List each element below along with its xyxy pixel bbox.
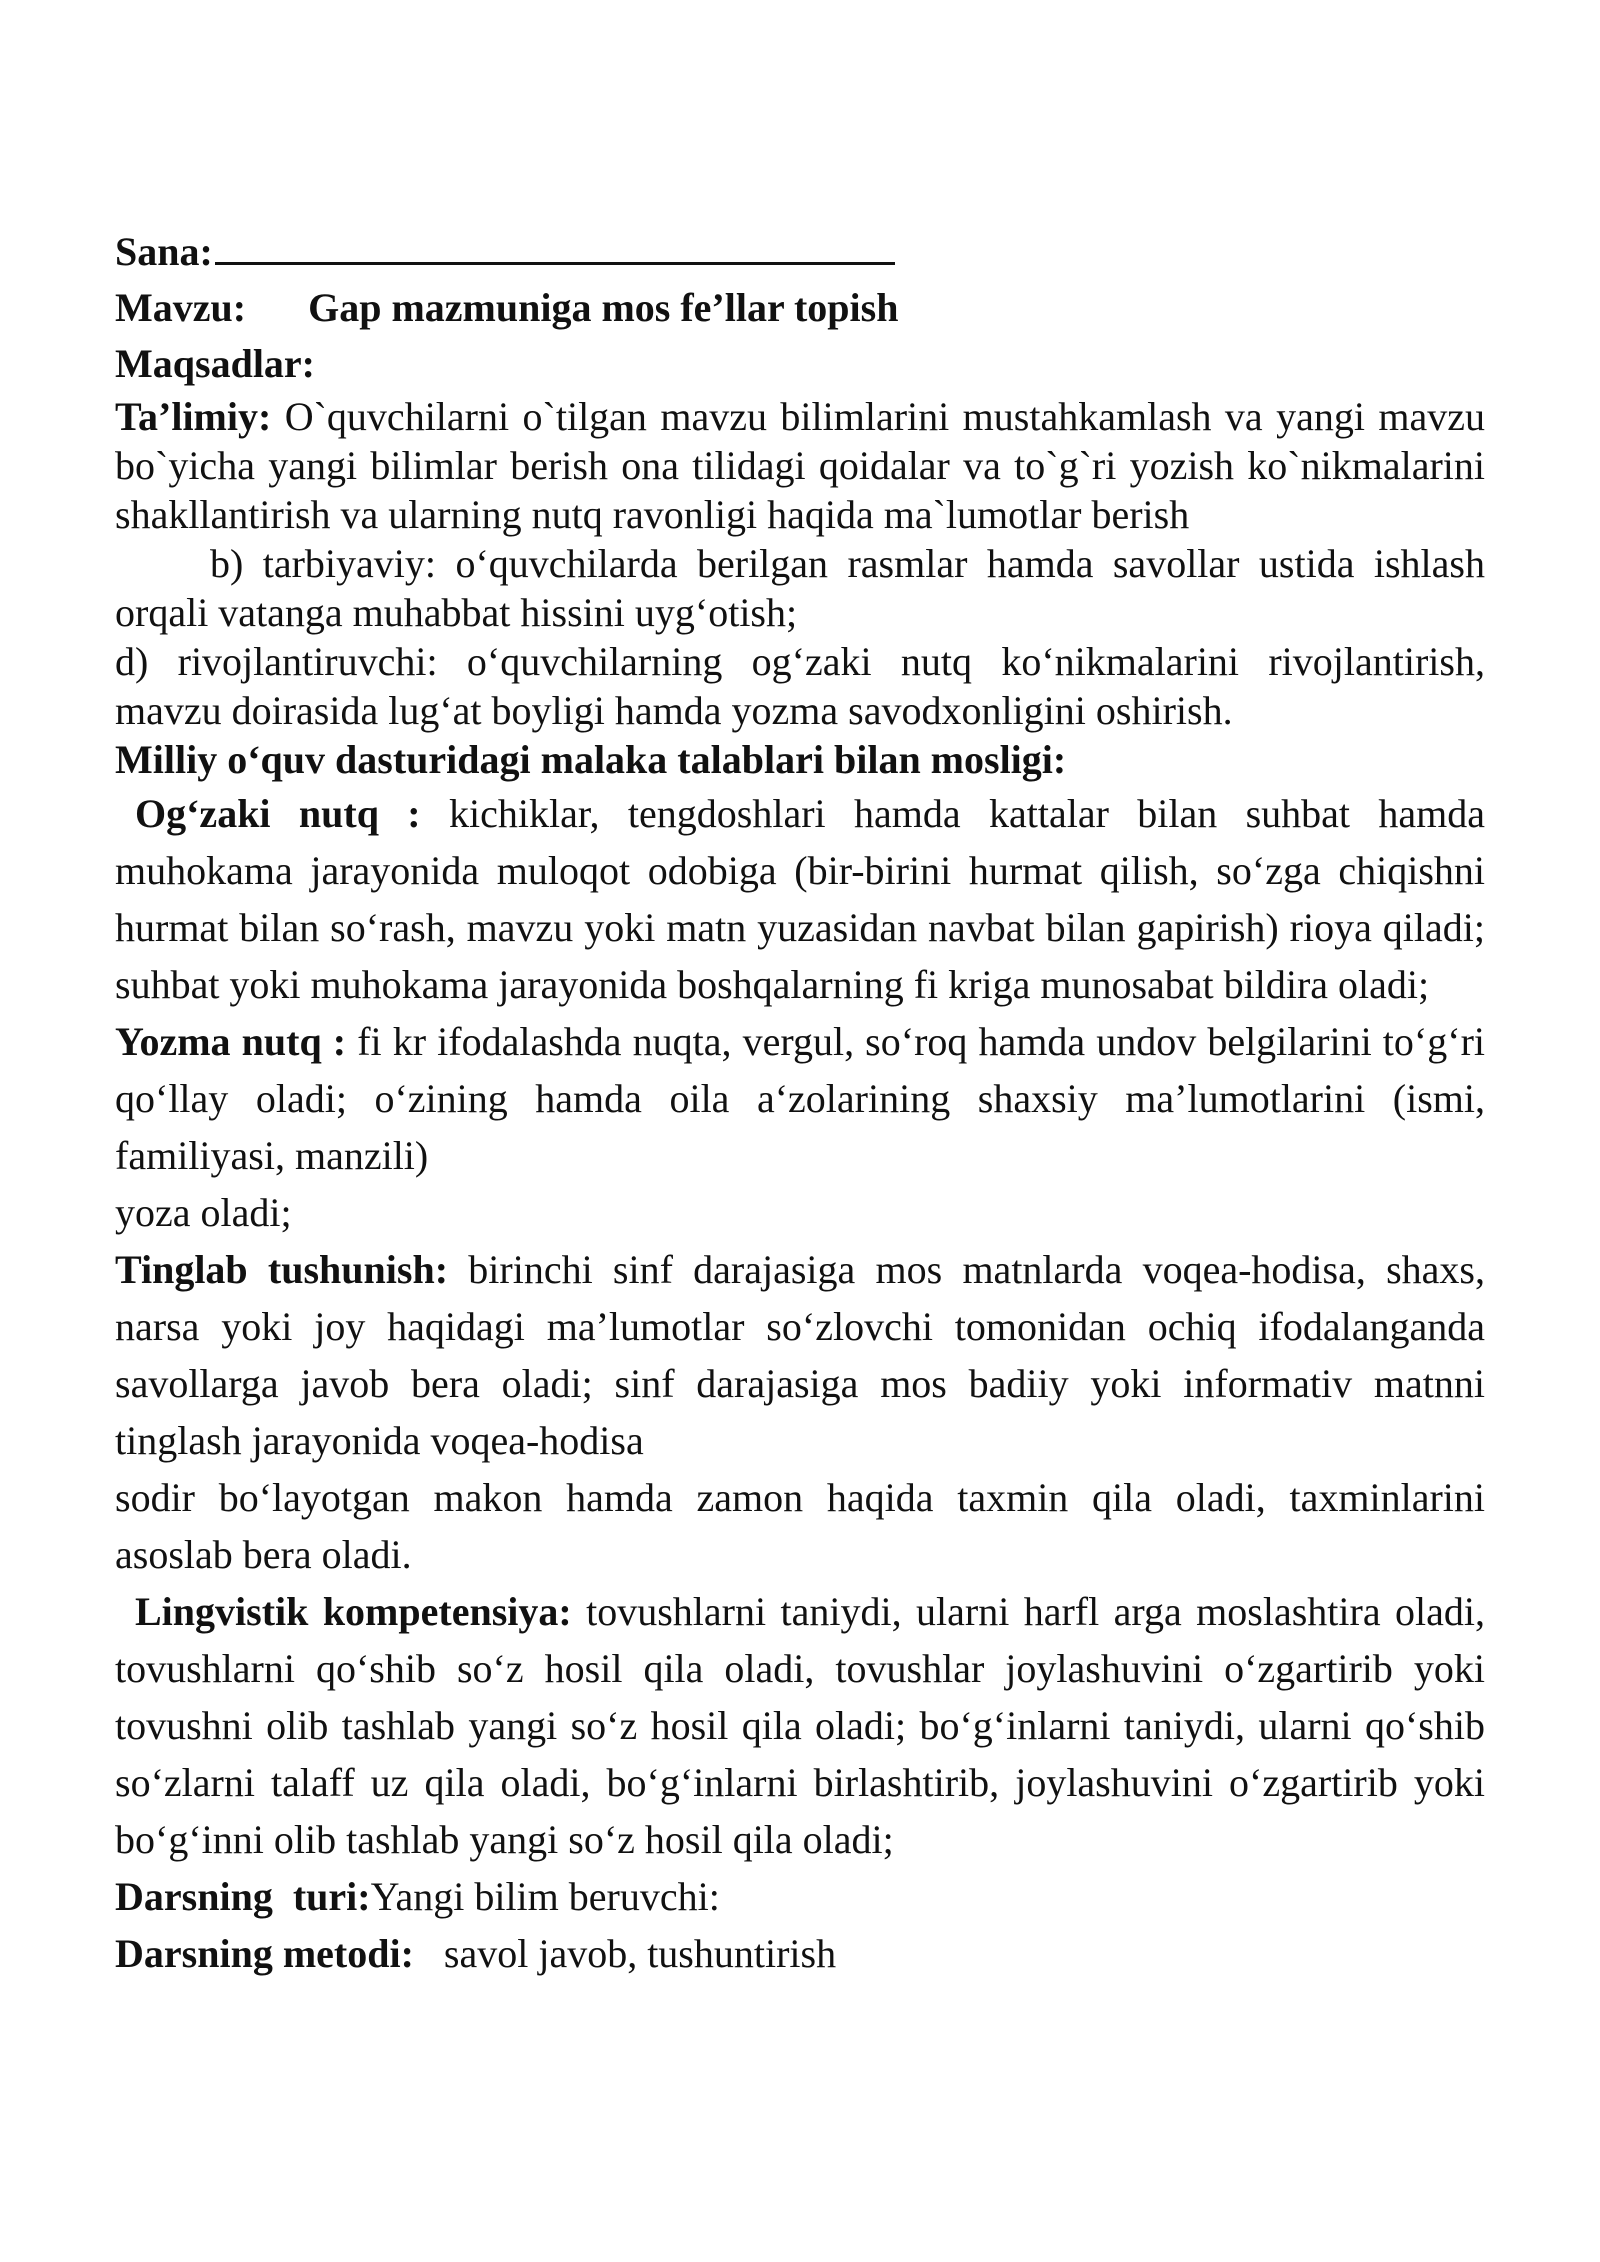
darsning-turi-label: Darsning turi: (115, 1874, 371, 1919)
mavzu-row (115, 280, 1485, 336)
tinglab-paragraph (115, 1241, 1485, 1469)
darsning-metodi-row (115, 1925, 1485, 1982)
ogzaki-text: kichiklar, tengdoshlari hamda kattalar bilan suhbat hamda muhokama jarayonida muloqot odobiga (bir-birini hurmat qilish, so‘zga chiqishni hurmat bilan so‘rash, mavzu yoki matn yuzasidan navbat bilan gapirish) rioya qiladi; suhbat yoki muhokama jarayonida boshqalarning fi kriga munosabat bildira oladi; (115, 791, 1485, 1007)
tinglab-paragraph-2: sodir bo‘layotgan makon hamda zamon haqida taxmin qila oladi, taxminlarini asoslab bera oladi. (115, 1475, 1485, 1577)
tarbiyaviy-paragraph: b) tarbiyaviy: o‘quvchilarda berilgan rasmlar hamda savollar ustida ishlash orqali vatanga muhabbat hissini uyg‘otish; (115, 541, 1485, 635)
standards-heading: Milliy o‘quv dasturidagi malaka talablari bilan mosligi: (115, 737, 1067, 782)
lingvistik-text: tovushlarni taniydi, ularni harfl arga moslashtira oladi, tovushlarni qo‘shib so‘z hosil qila oladi, tovushlar joylashuvini o‘zgartirib yoki tovushni olib tashlab yangi so‘z hosil qila oladi; bo‘g‘inlarni taniydi, ularni qo‘shib so‘zlarni talaff uz qila oladi, bo‘g‘inlarni birlashtirib, joylashuvini o‘zgartirib yoki bo‘g‘inni olib tashlab yangi so‘z hosil qila oladi; (115, 1589, 1485, 1862)
tinglab-label: Tinglab tushunish: (115, 1247, 449, 1292)
yozma-paragraph (115, 1013, 1485, 1184)
rivojlantiruvchi-paragraph: d) rivojlantiruvchi: o‘quvchilarning og‘zaki nutq ko‘nikmalarini rivojlantirish, mavzu doirasida lug‘at boyligi hamda yozma savodxonligini oshirish. (115, 639, 1485, 733)
ogzaki-label: Og‘zaki nutq : (135, 791, 421, 836)
darsning-turi-row (115, 1868, 1485, 1925)
lingvistik-label: Lingvistik kompetensiya: (135, 1589, 572, 1634)
yozma-label: Yozma nutq : (115, 1019, 347, 1064)
mavzu-label: Mavzu: (115, 285, 247, 330)
tinglab-text: birinchi sinf darajasiga mos matnlarda voqea-hodisa, shaxs, narsa yoki joy haqidagi ma’lumotlar so‘zlovchi tomonidan ochiq ifodalanganda savollarga javob bera oladi; sinf darajasiga mos badiiy yoki informativ matnni tinglash jarayonida voqea-hodisa (115, 1247, 1485, 1463)
darsning-metodi-value: savol javob, tushuntirish (413, 1931, 837, 1976)
maqsadlar-heading: Maqsadlar: (115, 341, 315, 386)
darsning-metodi-label: Darsning metodi: (115, 1931, 414, 1976)
sana-label: Sana: (115, 229, 213, 274)
sana-blank-line (215, 222, 895, 265)
document-page (115, 222, 1485, 1982)
talimiy-paragraph (115, 392, 1485, 539)
talimiy-text: O`quvchilarni o`tilgan mavzu bilimlarini mustahkamlash va yangi mavzu bo`yicha yangi bilimlar berish ona tilidagi qoidalar va to`g`ri yozish ko`nikmalarini shakllantirish va ularning nutq ravonligi haqida ma`lumotlar berish (115, 394, 1485, 537)
talimiy-label: Ta’limiy: (115, 394, 272, 439)
lingvistik-paragraph (115, 1583, 1485, 1868)
sana-row (115, 222, 1485, 280)
yozma-paragraph-2: yoza oladi; (115, 1190, 292, 1235)
darsning-turi-value: Yangi bilim beruvchi: (370, 1874, 720, 1919)
ogzaki-paragraph (115, 785, 1485, 1013)
mavzu-value: Gap mazmuniga mos fe’llar topish (308, 285, 899, 330)
yozma-text: fi kr ifodalashda nuqta, vergul, so‘roq hamda undov belgilarini to‘g‘ri qo‘llay oladi; o‘zining hamda oila a‘zolarining shaxsiy ma’lumotlarini (ismi, familiyasi, manzili) (115, 1019, 1485, 1178)
